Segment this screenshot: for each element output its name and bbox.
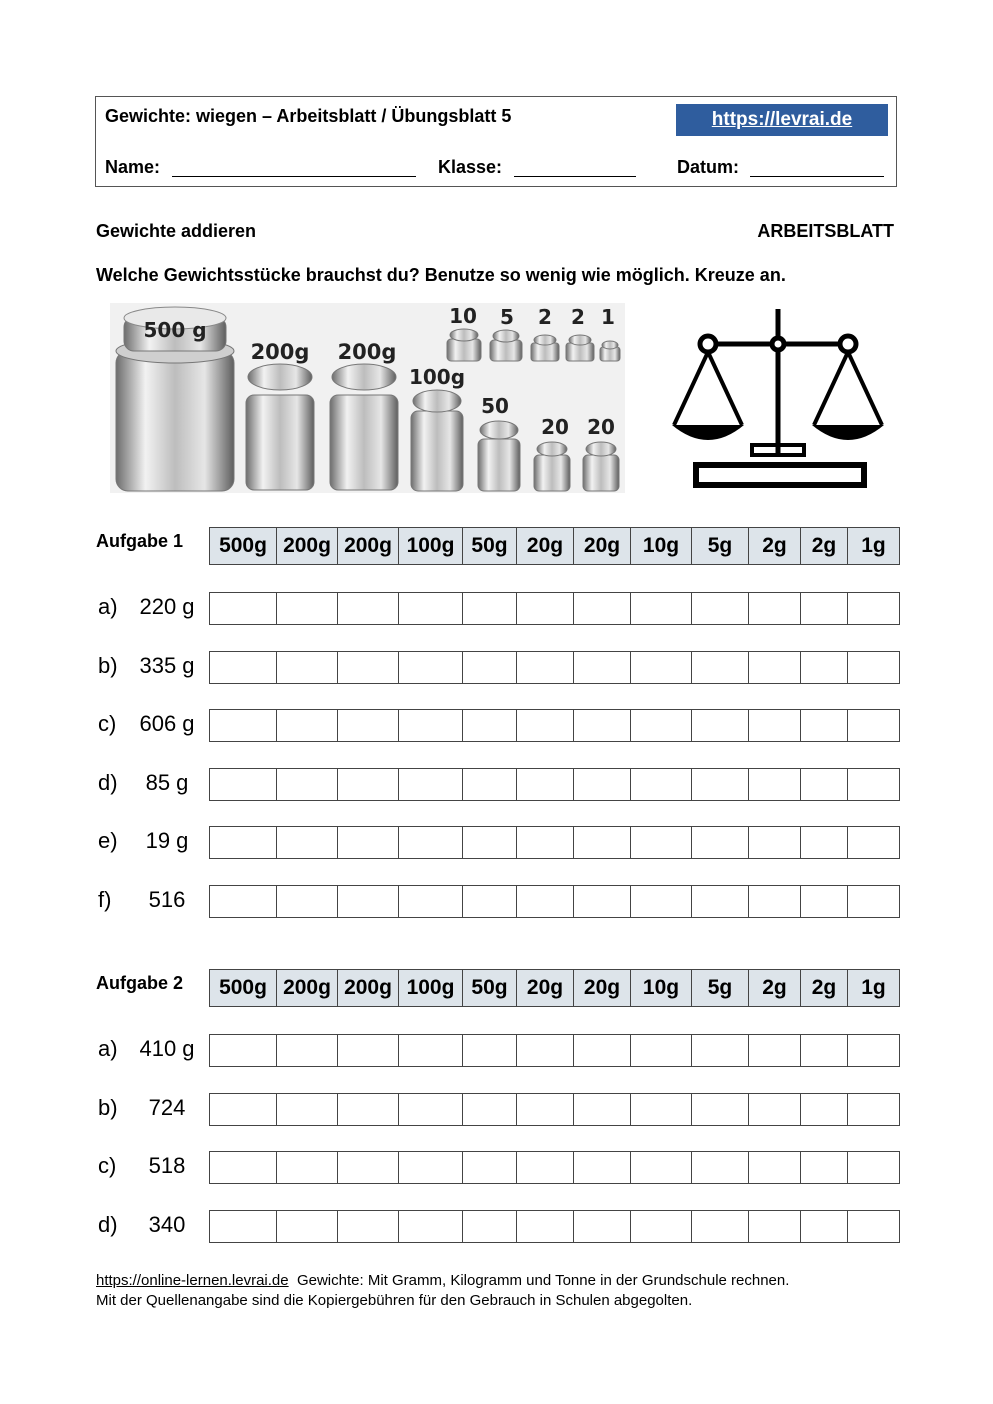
row-weight-value: 85 g <box>145 769 189 795</box>
label-20b: 20 <box>587 415 615 439</box>
checkbox-cell[interactable] <box>692 1210 749 1242</box>
checkbox-cell[interactable] <box>210 1093 277 1125</box>
checkbox-cell[interactable] <box>749 827 801 859</box>
weight-2a <box>531 343 559 361</box>
instruction: Welche Gewichtsstücke brauchst du? Benutze so wenig wie möglich. Kreuze an. <box>96 265 786 285</box>
checkbox-cell[interactable] <box>277 651 338 683</box>
row-weight-value: 518 <box>148 1153 186 1178</box>
checkbox-cell[interactable] <box>749 651 801 683</box>
checkbox-cell[interactable] <box>399 827 463 859</box>
column-header-500g: 500g <box>210 970 277 1007</box>
checkbox-cell[interactable] <box>848 1035 900 1067</box>
checkbox-cell[interactable] <box>631 827 692 859</box>
task-row-label <box>98 594 198 620</box>
task-row-label <box>98 1212 198 1238</box>
checkbox-cell[interactable] <box>277 885 338 917</box>
answer-row <box>209 1034 900 1067</box>
name-label: Name: <box>105 157 161 177</box>
checkbox-cell[interactable] <box>574 885 631 917</box>
checkbox-cell[interactable] <box>517 827 574 859</box>
checkbox-cell[interactable] <box>801 710 848 742</box>
checkbox-cell[interactable] <box>801 1210 848 1242</box>
checkbox-cell[interactable] <box>517 1093 574 1125</box>
footer <box>96 1271 789 1311</box>
checkbox-cell[interactable] <box>801 768 848 800</box>
column-header-20g: 20g <box>517 528 574 565</box>
checkbox-cell[interactable] <box>277 710 338 742</box>
task-row-label <box>98 1036 198 1062</box>
checkbox-cell[interactable] <box>517 651 574 683</box>
checkbox-cell[interactable] <box>574 768 631 800</box>
checkbox-cell[interactable] <box>692 885 749 917</box>
checkbox-cell[interactable] <box>749 710 801 742</box>
row-weight-value: 19 g <box>145 828 189 853</box>
row-weight-value: 340 <box>148 1211 186 1237</box>
checkbox-cell[interactable] <box>631 651 692 683</box>
row-weight-value: 606 g <box>139 711 195 736</box>
checkbox-cell[interactable] <box>692 768 749 800</box>
answer-row <box>209 1210 900 1243</box>
column-header-500g: 500g <box>210 528 277 565</box>
checkbox-cell[interactable] <box>692 710 749 742</box>
answer-row <box>209 1093 900 1126</box>
checkbox-cell[interactable] <box>631 768 692 800</box>
row-letter: d) <box>98 1211 118 1237</box>
checkbox-cell[interactable] <box>463 1035 517 1067</box>
task-row-label <box>98 1095 198 1121</box>
checkbox-cell[interactable] <box>848 885 900 917</box>
checkbox-cell[interactable] <box>338 1035 399 1067</box>
task-row-label <box>98 770 198 796</box>
site-link[interactable]: https://levrai.de <box>676 104 888 136</box>
column-header-5g: 5g <box>692 528 749 565</box>
checkbox-cell[interactable] <box>631 1210 692 1242</box>
checkbox-cell[interactable] <box>399 1035 463 1067</box>
checkbox-cell[interactable] <box>463 827 517 859</box>
checkbox-cell[interactable] <box>848 768 900 800</box>
task1-label: Aufgabe 1 <box>96 531 184 551</box>
column-header-5g: 5g <box>692 970 749 1007</box>
date-label: Datum: <box>677 157 739 177</box>
label-50: 50 <box>481 394 509 418</box>
checkbox-cell[interactable] <box>210 651 277 683</box>
checkbox-cell[interactable] <box>848 710 900 742</box>
checkbox-cell[interactable] <box>801 827 848 859</box>
checkbox-cell[interactable] <box>848 827 900 859</box>
checkbox-cell[interactable] <box>749 1210 801 1242</box>
checkbox-cell[interactable] <box>574 593 631 625</box>
checkbox-cell[interactable] <box>801 1152 848 1184</box>
checkbox-cell[interactable] <box>692 651 749 683</box>
checkbox-cell[interactable] <box>338 1152 399 1184</box>
weight-100 <box>411 411 463 491</box>
checkbox-cell[interactable] <box>631 593 692 625</box>
checkbox-cell[interactable] <box>801 1093 848 1125</box>
column-header-20g: 20g <box>574 528 631 565</box>
checkbox-cell[interactable] <box>517 1210 574 1242</box>
column-header-50g: 50g <box>463 970 517 1007</box>
task-row-label <box>98 711 198 737</box>
row-letter: c) <box>98 711 117 736</box>
checkbox-cell[interactable] <box>463 885 517 917</box>
checkbox-cell[interactable] <box>631 885 692 917</box>
row-letter: a) <box>98 594 118 619</box>
row-letter: c) <box>98 1153 117 1178</box>
checkbox-cell[interactable] <box>338 651 399 683</box>
label-20a: 20 <box>541 415 569 439</box>
weight-200a <box>246 395 314 490</box>
checkbox-cell[interactable] <box>463 1210 517 1242</box>
task2-label: Aufgabe 2 <box>96 973 184 993</box>
label-10: 10 <box>449 304 477 328</box>
name-field[interactable] <box>172 176 416 177</box>
weight-5 <box>490 340 522 361</box>
weight-200b <box>330 395 398 490</box>
checkbox-cell[interactable] <box>692 827 749 859</box>
task-row-label <box>98 653 198 679</box>
weight-500 <box>116 351 234 491</box>
row-weight-value: 410 g <box>139 1036 195 1061</box>
label-1: 1 <box>601 305 615 329</box>
footer-link[interactable]: https://online-lernen.levrai.de <box>96 1272 289 1289</box>
row-weight-value: 335 g <box>139 652 195 678</box>
column-header-200g: 200g <box>277 528 338 565</box>
answer-row <box>209 826 900 859</box>
checkbox-cell[interactable] <box>277 593 338 625</box>
task-row-label <box>98 1153 198 1179</box>
checkbox-cell[interactable] <box>517 593 574 625</box>
checkbox-cell[interactable] <box>801 593 848 625</box>
sheet-title: Gewichte: wiegen – Arbeitsblatt / Übungsblatt 5 <box>105 106 512 126</box>
checkbox-cell[interactable] <box>399 885 463 917</box>
row-letter: d) <box>98 769 118 795</box>
checkbox-cell[interactable] <box>692 1035 749 1067</box>
column-header-100g: 100g <box>399 970 463 1007</box>
answer-row <box>209 709 900 742</box>
checkbox-cell[interactable] <box>848 593 900 625</box>
footer-text-2: Mit der Quellenangabe sind die Kopiergebühren für den Gebrauch in Schulen abgegolten. <box>96 1292 693 1309</box>
column-header-200g: 200g <box>338 970 399 1007</box>
checkbox-cell[interactable] <box>463 593 517 625</box>
weight-50 <box>478 439 520 491</box>
label-2a: 2 <box>538 305 552 329</box>
checkbox-cell[interactable] <box>574 651 631 683</box>
checkbox-cell[interactable] <box>749 593 801 625</box>
weight-20a <box>534 455 570 491</box>
checkbox-cell[interactable] <box>574 1152 631 1184</box>
checkbox-cell[interactable] <box>399 1093 463 1125</box>
checkbox-cell[interactable] <box>210 593 277 625</box>
class-label: Klasse: <box>438 157 503 177</box>
column-header-200g: 200g <box>338 528 399 565</box>
column-header-2g: 2g <box>801 528 848 565</box>
row-weight-value: 516 <box>148 886 186 912</box>
checkbox-cell[interactable] <box>692 1152 749 1184</box>
checkbox-cell[interactable] <box>749 1152 801 1184</box>
label-500: 500 g <box>143 318 207 342</box>
weight-2b <box>566 343 594 361</box>
checkbox-cell[interactable] <box>338 768 399 800</box>
date-field[interactable] <box>750 176 884 177</box>
column-header-2g: 2g <box>801 970 848 1007</box>
row-letter: f) <box>98 886 112 912</box>
label-200a: 200g <box>250 340 310 364</box>
label-5: 5 <box>500 305 514 329</box>
balance-scale-icon <box>668 305 888 493</box>
checkbox-cell[interactable] <box>210 1210 277 1242</box>
checkbox-cell[interactable] <box>338 1210 399 1242</box>
column-header-1g: 1g <box>848 970 900 1007</box>
column-header-200g: 200g <box>277 970 338 1007</box>
checkbox-cell[interactable] <box>631 1035 692 1067</box>
row-letter: a) <box>98 1036 118 1061</box>
label-2b: 2 <box>571 305 585 329</box>
checkbox-cell[interactable] <box>749 768 801 800</box>
row-weight-value: 724 <box>148 1094 186 1120</box>
task1-header-row <box>209 527 900 565</box>
sheet-type: ARBEITSBLATT <box>757 221 894 241</box>
label-200b: 200g <box>337 340 397 364</box>
checkbox-cell[interactable] <box>848 1093 900 1125</box>
class-field[interactable] <box>514 176 636 177</box>
task2-header-row <box>209 969 900 1007</box>
checkbox-cell[interactable] <box>210 827 277 859</box>
checkbox-cell[interactable] <box>801 885 848 917</box>
checkbox-cell[interactable] <box>463 1152 517 1184</box>
row-weight-value: 220 g <box>139 594 195 619</box>
checkbox-cell[interactable] <box>277 768 338 800</box>
checkbox-cell[interactable] <box>631 1093 692 1125</box>
checkbox-cell[interactable] <box>210 768 277 800</box>
column-header-1g: 1g <box>848 528 900 565</box>
checkbox-cell[interactable] <box>517 885 574 917</box>
row-letter: b) <box>98 1094 118 1120</box>
checkbox-cell[interactable] <box>463 1093 517 1125</box>
checkbox-cell[interactable] <box>338 593 399 625</box>
checkbox-cell[interactable] <box>338 710 399 742</box>
checkbox-cell[interactable] <box>692 593 749 625</box>
checkbox-cell[interactable] <box>277 1035 338 1067</box>
checkbox-cell[interactable] <box>631 1152 692 1184</box>
checkbox-cell[interactable] <box>338 885 399 917</box>
column-header-10g: 10g <box>631 970 692 1007</box>
checkbox-cell[interactable] <box>399 593 463 625</box>
answer-row <box>209 651 900 684</box>
checkbox-cell[interactable] <box>848 1152 900 1184</box>
checkbox-cell[interactable] <box>574 1035 631 1067</box>
answer-row <box>209 592 900 625</box>
checkbox-cell[interactable] <box>801 651 848 683</box>
checkbox-cell[interactable] <box>399 768 463 800</box>
answer-row <box>209 885 900 918</box>
checkbox-cell[interactable] <box>574 827 631 859</box>
checkbox-cell[interactable] <box>399 1152 463 1184</box>
checkbox-cell[interactable] <box>399 710 463 742</box>
checkbox-cell[interactable] <box>399 1210 463 1242</box>
checkbox-cell[interactable] <box>801 1035 848 1067</box>
column-header-2g: 2g <box>749 528 801 565</box>
checkbox-cell[interactable] <box>517 1152 574 1184</box>
checkbox-cell[interactable] <box>210 1152 277 1184</box>
checkbox-cell[interactable] <box>749 885 801 917</box>
answer-row <box>209 1151 900 1184</box>
weight-10 <box>447 339 481 361</box>
checkbox-cell[interactable] <box>848 1210 900 1242</box>
checkbox-cell[interactable] <box>277 1152 338 1184</box>
checkbox-cell[interactable] <box>210 1035 277 1067</box>
footer-text-1: Gewichte: Mit Gramm, Kilogramm und Tonne in der Grundschule rechnen. <box>288 1272 790 1289</box>
checkbox-cell[interactable] <box>574 710 631 742</box>
checkbox-cell[interactable] <box>463 768 517 800</box>
checkbox-cell[interactable] <box>463 710 517 742</box>
checkbox-cell[interactable] <box>210 885 277 917</box>
checkbox-cell[interactable] <box>517 1035 574 1067</box>
checkbox-cell[interactable] <box>574 1210 631 1242</box>
task-row-label <box>98 887 198 913</box>
weights-icon <box>110 303 625 493</box>
section-heading: Gewichte addieren <box>96 221 257 241</box>
row-letter: b) <box>98 652 118 678</box>
weight-20b <box>583 455 619 491</box>
checkbox-cell[interactable] <box>277 1093 338 1125</box>
label-100: 100g <box>408 365 466 389</box>
column-header-2g: 2g <box>749 970 801 1007</box>
answer-row <box>209 768 900 801</box>
checkbox-cell[interactable] <box>399 651 463 683</box>
checkbox-cell[interactable] <box>749 1093 801 1125</box>
checkbox-cell[interactable] <box>338 827 399 859</box>
checkbox-cell[interactable] <box>338 1093 399 1125</box>
checkbox-cell[interactable] <box>517 710 574 742</box>
checkbox-cell[interactable] <box>210 710 277 742</box>
column-header-20g: 20g <box>574 970 631 1007</box>
checkbox-cell[interactable] <box>574 1093 631 1125</box>
task-row-label <box>98 828 198 854</box>
column-header-20g: 20g <box>517 970 574 1007</box>
column-header-100g: 100g <box>399 528 463 565</box>
checkbox-cell[interactable] <box>749 1035 801 1067</box>
checkbox-cell[interactable] <box>277 827 338 859</box>
column-header-50g: 50g <box>463 528 517 565</box>
checkbox-cell[interactable] <box>848 651 900 683</box>
column-header-10g: 10g <box>631 528 692 565</box>
checkbox-cell[interactable] <box>517 768 574 800</box>
row-letter: e) <box>98 828 118 853</box>
checkbox-cell[interactable] <box>463 651 517 683</box>
checkbox-cell[interactable] <box>631 710 692 742</box>
checkbox-cell[interactable] <box>277 1210 338 1242</box>
checkbox-cell[interactable] <box>692 1093 749 1125</box>
